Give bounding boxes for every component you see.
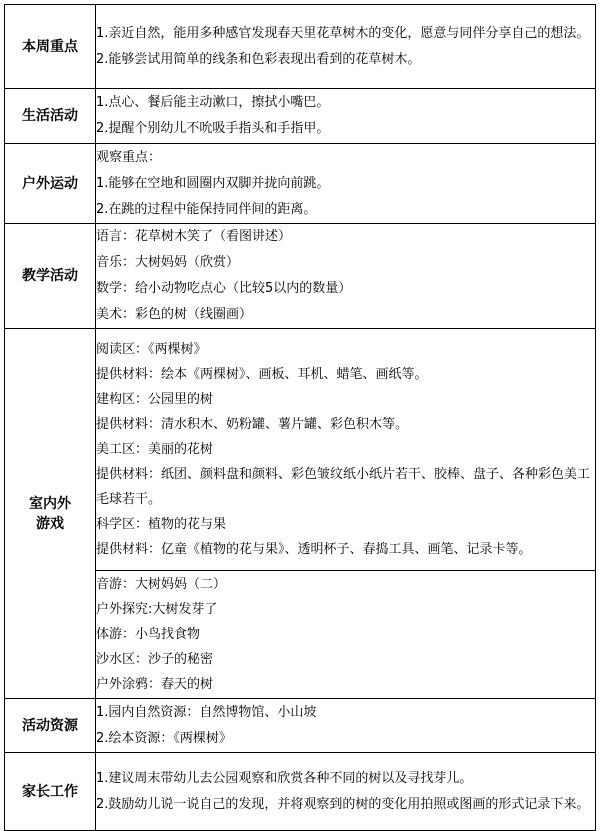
- row-activity-resources: [5, 699, 596, 753]
- row-parent-work: [5, 753, 596, 831]
- label-outdoor-sports: 户外运动: [5, 144, 96, 224]
- label-indoor-outdoor-games: [5, 329, 96, 699]
- focus-line-1: 1.亲近自然，能用多种感官发现春天里花草树木的变化，愿意与同伴分享自己的想法。: [96, 25, 590, 41]
- row-outdoor-sports: [5, 144, 596, 224]
- outdoor-game-line-3: 体游：小鸟找食物: [96, 627, 201, 642]
- content-teaching-activity: [96, 224, 596, 329]
- row-teaching-activity: [5, 224, 596, 329]
- resources-line-2: 2.绘本资源：《两棵树》: [96, 730, 232, 746]
- indoor-line-5: 美工区：美丽的花树: [96, 442, 214, 457]
- label-weekly-focus: 本周重点: [5, 5, 96, 89]
- label-activity-resources: 活动资源: [5, 699, 96, 753]
- life-line-2: 2.提醒个别幼儿不吮吸手指头和手指甲。: [96, 121, 330, 136]
- outdoor-line-2: 1.能够在空地和圆圈内双脚并拢向前跳。: [96, 175, 330, 191]
- content-weekly-focus: [96, 5, 596, 89]
- focus-line-2: 2.能够尝试用简单的线条和色彩表现出看到的花草树木。: [96, 51, 421, 67]
- outdoor-game-line-4: 沙水区：沙子的秘密: [96, 652, 214, 667]
- row-life-activity: [5, 89, 596, 144]
- teaching-line-1: 语言：花草树木笑了（看图讲述）: [96, 229, 292, 244]
- teaching-line-4: 美术：彩色的树（线圈画）: [96, 307, 253, 322]
- indoor-line-8: 提供材料：亿童《植物的花与果》、透明杯子、春捣工具、画笔、记录卡等。: [96, 542, 532, 557]
- content-games-indoor: [96, 329, 596, 571]
- indoor-line-1: 阅读区：《两棵树》: [96, 342, 207, 357]
- indoor-line-7: 科学区：植物的花与果: [96, 517, 227, 532]
- teaching-line-2: 音乐：大树妈妈（欣赏）: [96, 255, 240, 270]
- content-activity-resources: [96, 699, 596, 753]
- family-line-2: 2.鼓励幼儿说一说自己的发现，并将观察到的树的变化用拍照或图画的形式记录下来。: [96, 796, 590, 812]
- outdoor-line-3: 2.在跳的过程中能保持同伴间的距离。: [96, 201, 317, 217]
- content-life-activity: [96, 89, 596, 144]
- label-parent-work: 家长工作: [5, 753, 96, 831]
- content-outdoor-sports: [96, 144, 596, 224]
- weekly-plan-table: [4, 4, 596, 831]
- indoor-line-2: 提供材料：绘本《两棵树》、画板、耳机、蜡笔、画纸等。: [96, 367, 428, 382]
- content-games-outdoor: [96, 571, 596, 699]
- indoor-line-3: 建构区：公园里的树: [96, 392, 214, 407]
- games-label-line-1: 室内外: [29, 495, 71, 512]
- label-life-activity: 生活活动: [5, 89, 96, 144]
- life-line-1: 1.点心、餐后能主动漱口，擦拭小嘴巴。: [96, 95, 330, 110]
- games-label-line-2: 游戏: [36, 515, 64, 532]
- outdoor-game-line-5: 户外涂鸦：春天的树: [96, 677, 214, 692]
- outdoor-line-1: 观察重点：: [96, 149, 162, 165]
- indoor-line-6: 提供材料：纸团、颜料盘和颜料、彩色皱纹纸小纸片若干、胶棒、盘子、各种彩色美工毛球若干。: [96, 467, 591, 507]
- family-line-1: 1.建议周末带幼儿去公园观察和欣赏各种不同的树以及寻找芽儿。: [96, 770, 473, 786]
- row-weekly-focus: [5, 5, 596, 89]
- resources-line-1: 1.园内自然资源：自然博物馆、小山坡: [96, 704, 317, 720]
- row-games-indoor: [5, 329, 596, 571]
- indoor-line-4: 提供材料：清水积木、奶粉罐、薯片罐、彩色积木等。: [96, 417, 409, 432]
- outdoor-game-line-1: 音游：大树妈妈（二）: [96, 577, 227, 592]
- teaching-line-3: 数学：给小动物吃点心（比较5以内的数量）: [96, 281, 352, 296]
- outdoor-game-line-2: 户外探究:大树发芽了: [96, 602, 218, 617]
- content-parent-work: [96, 753, 596, 831]
- label-teaching-activity: 教学活动: [5, 224, 96, 329]
